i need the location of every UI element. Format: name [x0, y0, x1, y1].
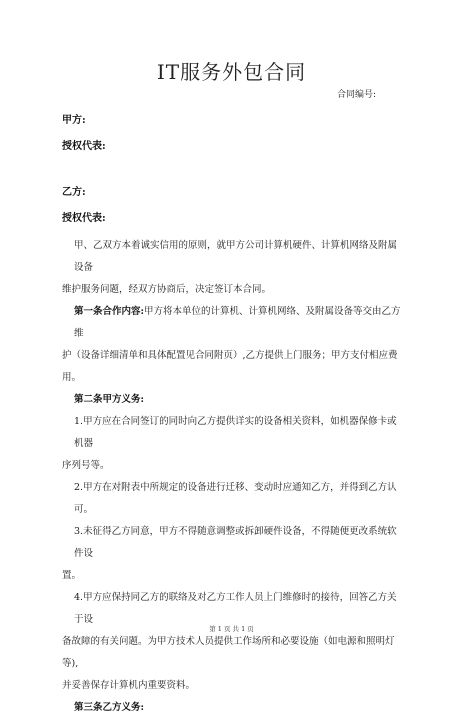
party-b-label: 乙方: — [62, 187, 86, 198]
party-a-label: 甲方: — [62, 115, 86, 126]
clause2-heading: 第二条甲方义务: — [74, 394, 145, 405]
clause2-item3-line2: 置。 — [62, 570, 82, 581]
intro-paragraph-line2: 维护服务问题，经双方协商后，决定签订本合同。 — [62, 284, 272, 295]
intro-paragraph-line1: 甲、乙双方本着诚实信用的原则，就甲方公司计算机硬件、计算机网络及附属设备 — [74, 240, 398, 273]
party-a-representative-label: 授权代表: — [62, 141, 106, 152]
party-b-representative-label: 授权代表: — [62, 213, 106, 224]
contract-body — [62, 235, 404, 719]
clause2-item1-line1: 1.甲方应在合同签订的同时向乙方提供详实的设备相关资料，如机器保修卡或机器 — [74, 416, 397, 449]
document-title: IT服务外包合同 — [156, 60, 307, 84]
clause2-item4-line2: 备故障的有关问题。为甲方技术人员提供工作场所和必要设施（如电源和照明灯等), — [62, 636, 395, 669]
clause2-item4-line1: 4.甲方应保持同乙方的联络及对乙方工作人员上门维修时的接待，回答乙方关于设 — [74, 592, 397, 625]
clause3-heading: 第三条乙方义务: — [74, 702, 145, 713]
clause1-heading: 第一条合作内容: — [74, 306, 145, 317]
page-footer: 第 1 页 共 1 页 — [209, 625, 254, 633]
contract-number-label: 合同编号: — [337, 90, 377, 100]
clause1-line1 — [62, 301, 404, 345]
clause1-text-line2: 护（设备详细清单和具体配置见合同附页）,乙方提供上门服务；甲方支付相应费用。 — [62, 350, 398, 383]
clause1-text-line1: 甲方将本单位的计算机、计算机网络、及附属设备等交由乙方维 — [74, 306, 401, 339]
clause2-item2: 2.甲方在对附表中所规定的设备进行迁移、变动时应通知乙方，并得到乙方认可。 — [74, 482, 397, 515]
clause2-item1-line2: 序列号等。 — [62, 460, 110, 471]
clause2-item4-line3: 并妥善保存计算机内重要资料。 — [62, 680, 196, 691]
clause2-item3-line1: 3.未征得乙方同意，甲方不得随意调整或拆卸硬件设备，不得随便更改系统软件设 — [74, 526, 397, 559]
